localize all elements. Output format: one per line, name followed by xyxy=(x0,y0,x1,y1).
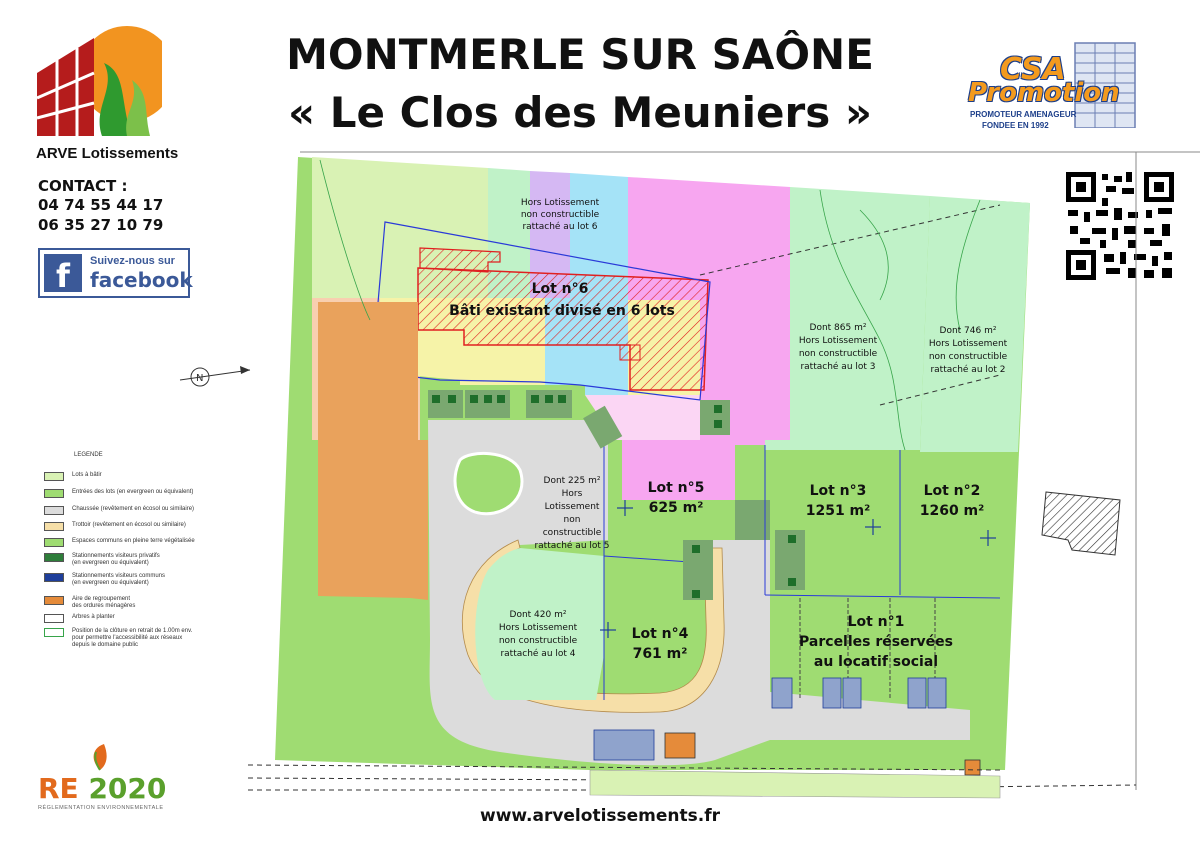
waste-collection-area xyxy=(665,733,695,758)
lot2-title: Lot n°2 xyxy=(923,483,981,499)
leaf-icon xyxy=(88,742,112,772)
north-arrow-icon xyxy=(180,366,250,386)
lot6-hors-label-3: rattaché au lot 6 xyxy=(522,222,598,232)
lot3-dont-label-1: Dont 865 m² xyxy=(809,323,867,333)
lot3-dont-label-3: non constructible xyxy=(798,349,878,359)
website-link[interactable]: www.arvelotissements.fr xyxy=(479,806,720,826)
lot2-dont-label-3: non constructible xyxy=(928,352,1008,362)
promoter-name-line2: Promotion xyxy=(968,78,1120,108)
facebook-label-line1: Suivez-nous sur xyxy=(90,255,175,267)
lot3-dont-label-4: rattaché au lot 3 xyxy=(800,362,876,372)
facebook-icon: f xyxy=(44,254,82,292)
contact-label: CONTACT : xyxy=(38,177,128,195)
contact-phone-2[interactable]: 06 35 27 10 79 xyxy=(38,216,164,234)
legend-title: LEGENDE xyxy=(74,452,103,458)
svg-text:N: N xyxy=(196,373,204,384)
lot1-title: Lot n°1 xyxy=(847,614,905,630)
lot4-dont-label-1: Dont 420 m² xyxy=(509,610,567,620)
lot2-dont-label-2: Hors Lotissement xyxy=(928,339,1008,349)
promoter-founded: FONDEE EN 1992 xyxy=(982,121,1049,130)
lot2-dont-label-1: Dont 746 m² xyxy=(939,326,997,336)
lot5-dont-label-2: Hors xyxy=(561,489,583,499)
lot2-dont-label-4: rattaché au lot 2 xyxy=(930,365,1006,375)
lot1-subtitle-2: au locatif social xyxy=(813,654,939,670)
lot3-area: 1251 m² xyxy=(805,503,871,519)
lot2-hors-parcel xyxy=(920,196,1030,452)
lot1-subtitle-1: Parcelles réservées xyxy=(799,634,953,650)
promoter-name-line1: CSA xyxy=(1000,52,1066,87)
contact-phone-1[interactable]: 04 74 55 44 17 xyxy=(38,196,164,214)
lot5-dont-label-6: rattaché au lot 5 xyxy=(534,541,610,551)
lot6-hors-label-1: Hors Lotissement xyxy=(520,198,600,208)
re2020-label: RE 2020 xyxy=(38,772,167,805)
page-title-line2: « Le Clos des Meuniers » xyxy=(288,88,872,137)
orange-parcel xyxy=(318,302,428,600)
page-title-line1: MONTMERLE SUR SAÔNE xyxy=(286,30,874,79)
promoter-subtitle: PROMOTEUR AMENAGEUR xyxy=(970,110,1077,119)
lot4-dont-label-3: non constructible xyxy=(498,636,578,646)
re2020-subtitle: RÉGLEMENTATION ENVIRONNEMENTALE xyxy=(38,805,164,811)
roundabout-green xyxy=(455,453,522,513)
lot4-dont-label-4: rattaché au lot 4 xyxy=(500,649,576,659)
neighbor-building xyxy=(1042,492,1120,555)
brand-name: ARVE Lotissements xyxy=(36,145,179,162)
lot5-dont-label-4: non xyxy=(563,515,581,525)
lot6-subtitle: Bâti existant divisé en 6 lots xyxy=(449,303,675,319)
lot4-dont-label-2: Hors Lotissement xyxy=(498,623,578,633)
lot5-dont-label-5: constructible xyxy=(542,528,602,538)
lot3-dont-label-2: Hors Lotissement xyxy=(798,336,878,346)
lot3-title: Lot n°3 xyxy=(809,483,867,499)
lot2-area: 1260 m² xyxy=(919,503,985,519)
lot5-dont-label-1: Dont 225 m² xyxy=(543,476,601,486)
facebook-label-line2: facebook xyxy=(90,268,193,292)
lot6-hors-label-2: non constructible xyxy=(520,210,600,220)
lot5-area: 625 m² xyxy=(648,500,704,516)
lot5-title: Lot n°5 xyxy=(647,480,705,496)
lot4-title: Lot n°4 xyxy=(631,626,689,642)
lot4-area: 761 m² xyxy=(632,646,688,662)
lot5-dont-label-3: Lotissement xyxy=(544,502,600,512)
lot6-title: Lot n°6 xyxy=(531,281,589,297)
